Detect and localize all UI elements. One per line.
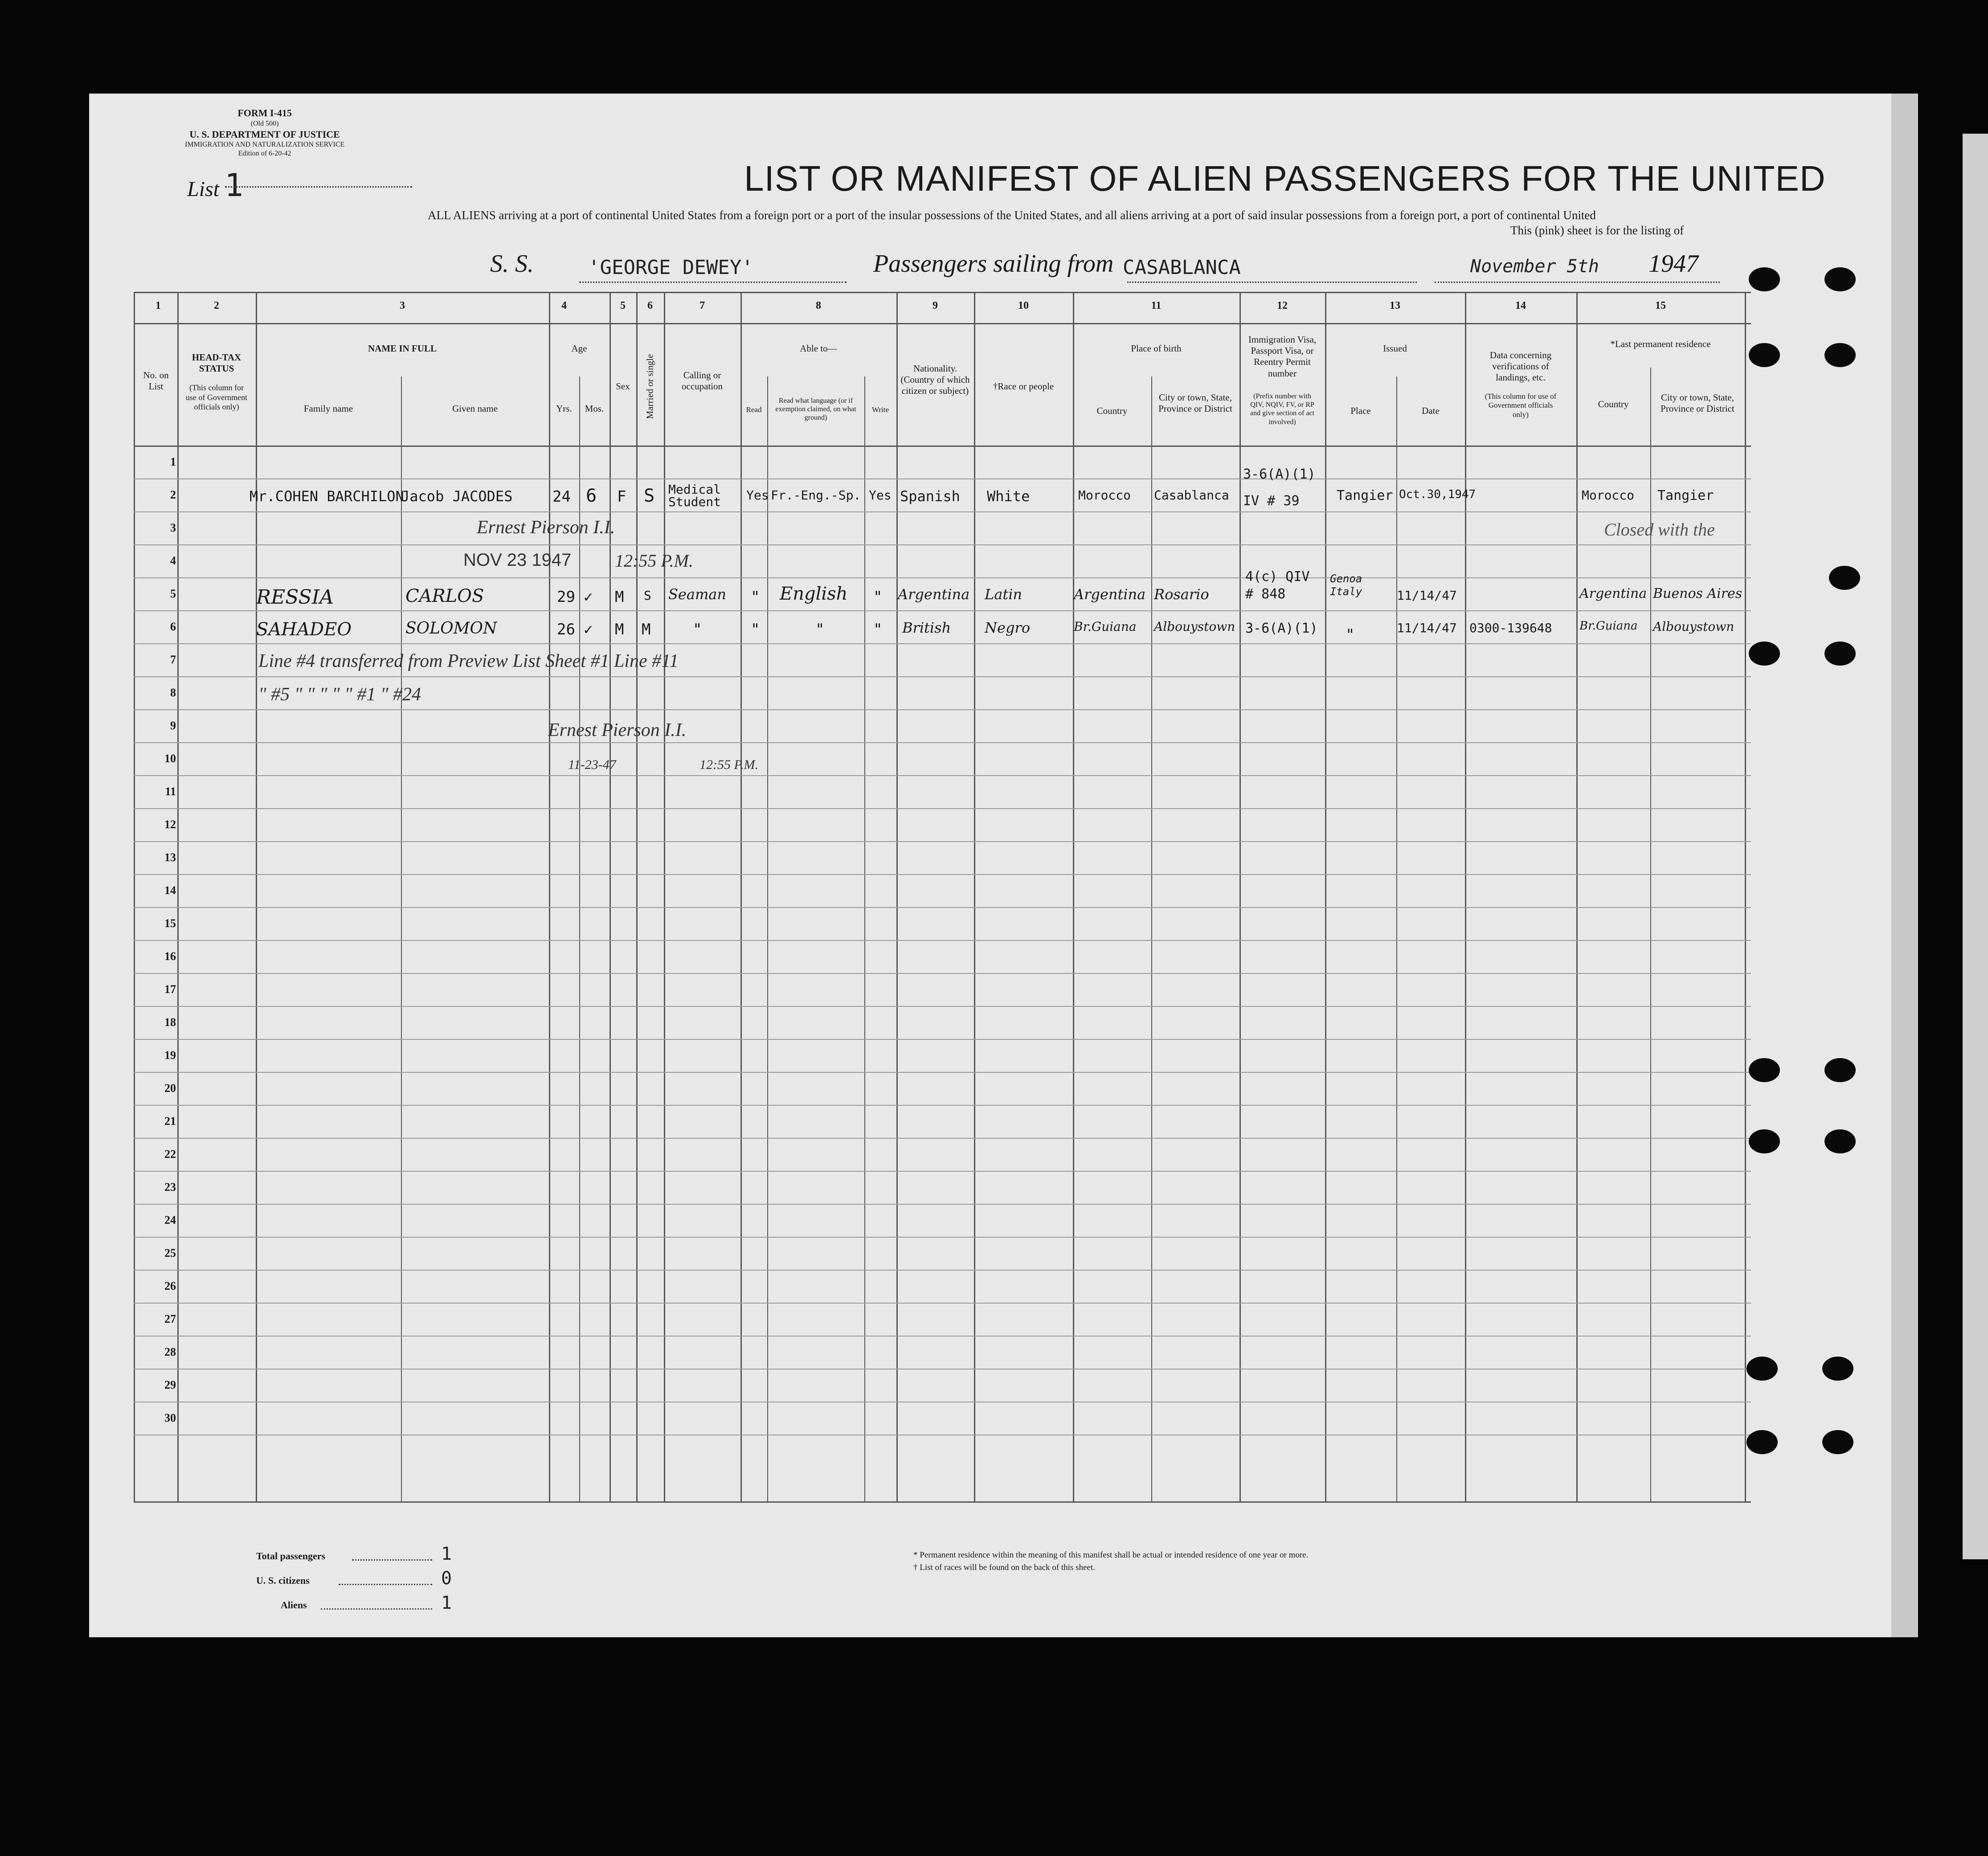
row-number: 21 [164,1115,176,1128]
hdr-no-on-list: No. on List [143,370,169,392]
row-number: 25 [164,1247,176,1259]
second-signature-date: 11-23-47 [568,757,616,772]
row-number: 24 [164,1214,176,1226]
res-city: Albouystown [1653,619,1734,634]
issued-date: 11/14/47 [1397,588,1457,603]
row-number: 22 [164,1148,176,1161]
list-label: List 1 [187,167,244,204]
total-passengers-label: Total passengers [256,1550,326,1562]
stamp-date: NOV 23 1947 [463,550,572,570]
birth-city: Rosario [1154,586,1209,603]
hdr-birth-country: Country [1096,405,1128,416]
agency-block [185,107,344,158]
row-number: 8 [170,686,176,699]
row-rule [134,1303,1751,1304]
col-number: 4 [561,300,567,311]
res-city: Buenos Aires [1653,586,1743,601]
row-rule [134,676,1751,677]
row-number: 26 [164,1280,176,1292]
row-rule [134,973,1751,974]
age-yrs: 29 [557,588,575,606]
form-old-number: (Old 500) [250,119,279,127]
issued-place: Genoa Italy [1330,572,1362,598]
row-number: 5 [170,587,176,600]
sailing-year: 1947 [1648,250,1698,278]
binder-hole [1749,1129,1780,1153]
col-number: 15 [1655,300,1666,311]
row-number: 10 [164,752,176,765]
hdr-landing-note: (This column for use of Government officials only) [1485,392,1557,419]
col-number: 5 [620,300,626,311]
col-rule [1325,292,1326,1501]
res-country: Morocco [1582,488,1635,503]
col-rule [177,292,179,1501]
dot-leader [339,1584,432,1585]
marital: S [644,486,655,506]
res-city: Tangier [1657,488,1714,503]
occupation: Seaman [668,586,726,603]
row-rule [134,1369,1751,1370]
row-number: 17 [164,983,176,996]
nationality: Spanish [900,488,960,505]
binder-hole [1824,267,1856,291]
row-rule [134,709,1751,710]
hdr-issued: Issued [1383,343,1407,354]
hdr-sex: Sex [616,381,630,392]
hdr-head-tax: HEAD-TAX STATUS [192,352,241,374]
write: " [873,621,883,638]
binder-hole [1822,1357,1853,1381]
row-rule [134,478,1751,479]
row-number: 13 [164,851,176,864]
read: " [751,621,760,638]
row-number: 29 [164,1378,176,1391]
family-name: RESSIA [256,586,334,609]
hdr-married: Married or single [644,354,655,419]
form-number: FORM I-415 [237,107,292,119]
row-number: 20 [164,1082,176,1095]
row-rule [134,1237,1751,1238]
family-name: Mr.COHEN BARCHILON [250,488,404,505]
row-number: 3 [170,521,176,534]
marital: S [644,588,651,603]
row-rule [134,1072,1751,1073]
row-rule [134,907,1751,908]
res-country: Br.Guiana [1579,619,1638,633]
occupation: Medical Student [668,482,721,509]
row-number: 14 [164,884,176,897]
birth-country: Morocco [1078,488,1131,503]
binder-hole [1822,1430,1853,1454]
hdr-issued-place: Place [1350,405,1371,416]
adjacent-sheet-strip [1963,134,1988,1559]
hdr-landing: Data concerning verifications of landings, etc. [1489,350,1552,383]
occupation: " [693,621,702,638]
subtitle-line2: This (pink) sheet is for the listing of [1510,224,1684,237]
header-bottom-rule [134,446,1751,447]
col-rule [256,292,257,1501]
col-rule [1576,292,1578,1501]
read: " [751,588,760,606]
binder-hole [1749,343,1780,367]
second-signature: Ernest Pierson I.I. [548,720,687,740]
footnote-residence: * Permanent residence within the meaning of this manifest shall be actual or intended residence of one year or more. [913,1550,1309,1560]
table-top-rule [134,292,1751,293]
sheet-edge [1891,94,1918,1637]
col-number: 1 [155,300,161,311]
hdr-last-residence: *Last permanent residence [1610,339,1711,349]
row-rule [134,1336,1751,1337]
hdr-place-of-birth: Place of birth [1131,343,1182,354]
read-language: Fr.-Eng.-Sp. [771,488,861,503]
row-rule [134,874,1751,875]
date-line [1435,282,1720,283]
us-citizens-label: U. S. citizens [256,1575,310,1586]
row-rule [134,1204,1751,1205]
col-number: 13 [1390,300,1400,311]
row-rule [134,1270,1751,1271]
read-language: " [815,621,825,638]
col-rule [1465,292,1466,1501]
row-rule [134,775,1751,776]
age-mos: ✓ [584,621,593,638]
col-number: 7 [699,300,705,311]
binder-hole [1829,566,1860,590]
sailing-label: Passengers sailing from [873,250,1114,278]
age-yrs: 24 [552,488,571,506]
col-number: 14 [1515,300,1526,311]
write: Yes [869,488,892,503]
hdr-age: Age [571,343,587,354]
race: White [987,488,1030,505]
row-number: 9 [170,719,176,732]
birth-city: Casablanca [1154,488,1229,503]
ship-line [579,282,847,283]
row-number: 6 [170,620,176,633]
birth-city: Albouystown [1154,619,1235,634]
hdr-head-tax-note: (This column for use of Government officials only) [186,383,247,412]
row-rule [134,742,1751,743]
age-mos: ✓ [584,588,593,606]
row-number: 16 [164,950,176,963]
hdr-given-name: Given name [452,403,498,414]
ss-label: S. S. [490,250,534,278]
given-name: CARLOS [405,586,484,606]
landing-verification: 0300-139648 [1469,621,1552,635]
row-rule [134,808,1751,809]
hdr-visa: Immigration Visa, Passport Visa, or Reentry Permit number [1248,334,1317,379]
list-number: 1 [225,167,244,204]
binder-hole [1824,1058,1856,1082]
row-number: 11 [165,785,176,798]
hdr-birth-city: City or town, State, Province or District [1158,392,1232,414]
sex: F [617,488,626,506]
hdr-able-to: Able to— [800,343,837,354]
manifest-table [134,292,1751,1501]
family-name: SAHADEO [256,619,352,640]
binder-hole [1747,1430,1778,1454]
col-rule [636,292,638,1501]
row-rule [134,577,1751,578]
read: Yes [746,488,769,503]
dot-leader [321,1608,432,1610]
binder-hole [1749,1058,1780,1082]
binder-hole [1749,642,1780,666]
hdr-res-country: Country [1598,399,1629,409]
row-rule [134,1006,1751,1007]
given-name: Jacob JACODES [401,488,513,505]
row-number: 30 [164,1411,176,1424]
row-rule [134,1138,1751,1139]
us-citizens-value: 0 [441,1568,452,1589]
col-number: 12 [1277,300,1288,311]
row-number: 19 [164,1049,176,1062]
hdr-issued-date: Date [1422,405,1440,416]
stamp-signature: Ernest Pierson I.I. [477,517,615,538]
col-number: 6 [647,300,653,311]
binder-hole [1749,267,1780,291]
hdr-calling: Calling or occupation [681,370,723,392]
col-rule [1745,292,1746,1501]
col-number: 11 [1151,300,1162,311]
res-country: Argentina [1579,586,1647,601]
hdr-mos: Mos. [585,403,604,414]
hdr-race: †Race or people [993,381,1054,392]
hdr-family-name: Family name [303,403,353,414]
row-number: 27 [164,1312,176,1325]
read-language: English [780,584,848,604]
race: Latin [985,586,1023,603]
hdr-nationality: Nationality. (Country of which citizen or subject) [900,363,970,397]
port-line [1127,282,1417,283]
col-number: 9 [933,300,938,311]
col-rule [1239,292,1241,1501]
row-number: 1 [170,455,176,468]
transfer-note-line1: Line #4 transferred from Preview List Sheet #1 Line #11 [258,651,679,671]
row-number: 15 [164,917,176,930]
col-number: 2 [214,300,219,311]
closed-note: Closed with the [1604,519,1715,540]
col-rule [740,292,742,1501]
write: " [873,588,883,606]
hdr-visa-note: (Prefix number with QIV, NQIV, FV, or RP and give section of act involved) [1250,392,1314,426]
row-rule [134,610,1751,611]
visa-number: 3-6(A)(1) IV # 39 [1243,466,1316,509]
col-rule [549,292,550,1501]
aliens-value: 1 [441,1593,452,1613]
col-number: 10 [1018,300,1029,311]
agency-service: IMMIGRATION AND NATURALIZATION SERVICE [185,141,345,148]
hdr-read: Read [746,405,762,414]
col-rule [896,292,898,1501]
age-yrs: 26 [557,621,575,638]
row-rule [134,1171,1751,1172]
footnote-races: † List of races will be found on the back of this sheet. [913,1563,1095,1572]
table-bottom-rule [134,1501,1751,1503]
dot-leader [352,1559,432,1561]
page-title: LIST OR MANIFEST OF ALIEN PASSENGERS FOR THE UNITED [744,159,1826,198]
given-name: SOLOMON [405,619,497,638]
col-number: 3 [400,300,405,311]
col-rule [974,292,975,1501]
header-rule [134,323,1751,324]
binder-hole [1824,1129,1856,1153]
sailing-date: November 5th [1470,256,1599,277]
row-rule [134,1039,1751,1040]
row-rule [134,1105,1751,1106]
issued-place: Tangier [1337,488,1393,503]
nationality: Argentina [898,586,970,603]
marital: M [642,621,651,638]
col-number: 8 [816,300,821,311]
row-rule [134,544,1751,545]
col-rule [1073,292,1074,1501]
list-line [225,186,412,188]
visa-number: 3-6(A)(1) [1245,621,1318,636]
race: Negro [985,619,1030,636]
row-rule [134,940,1751,941]
row-number: 12 [164,818,176,831]
issued-place: " [1346,626,1355,644]
second-signature-time: 12:55 P.M. [699,757,758,772]
row-number: 28 [164,1345,176,1358]
stamp-time: 12:55 P.M. [615,551,693,571]
hdr-read-language: Read what language (or if exemption claimed, on what ground) [775,397,856,422]
row-rule [134,841,1751,842]
total-passengers-value: 1 [441,1544,452,1564]
sex: M [615,588,624,606]
col-rule [134,292,135,1501]
row-rule [134,511,1751,512]
binder-hole [1824,343,1856,367]
hdr-yrs: Yrs. [556,403,572,414]
aliens-label: Aliens [281,1599,307,1611]
subtitle-line1: ALL ALIENS arriving at a port of continental United States from a foreign port or a port of the insular possessions of the United States, and all aliens arriving at a port of said insular possessions from a foreign port, a port of continental United [428,208,1596,222]
col-rule [664,292,665,1501]
birth-country: Br.Guiana [1074,619,1137,634]
issued-date: 11/14/47 [1397,621,1457,635]
nationality: British [902,619,951,636]
age-mos: 6 [586,486,597,506]
row-number: 7 [170,653,176,666]
departure-port: CASABLANCA [1123,256,1241,279]
transfer-note-line2: " #5 " " " " " #1 " #24 [258,684,421,705]
row-number: 18 [164,1016,176,1029]
row-number: 2 [170,488,176,501]
hdr-name-in-full: NAME IN FULL [368,343,437,354]
issued-date: Oct.30,1947 [1399,488,1476,501]
row-number: 23 [164,1181,176,1194]
visa-number: 4(c) QIV # 848 [1245,569,1310,602]
birth-country: Argentina [1074,586,1146,603]
binder-hole [1747,1357,1778,1381]
ship-name: 'GEORGE DEWEY' [588,256,753,279]
row-rule [134,643,1751,644]
col-rule [609,292,611,1501]
binder-hole [1824,642,1856,666]
hdr-res-city: City or town, State, Province or District [1661,392,1734,414]
hdr-write: Write [871,405,889,414]
sex: M [615,621,624,638]
form-edition: Edition of 6-20-42 [238,150,291,157]
row-number: 4 [170,554,176,567]
agency-name: U. S. DEPARTMENT OF JUSTICE [189,128,340,140]
